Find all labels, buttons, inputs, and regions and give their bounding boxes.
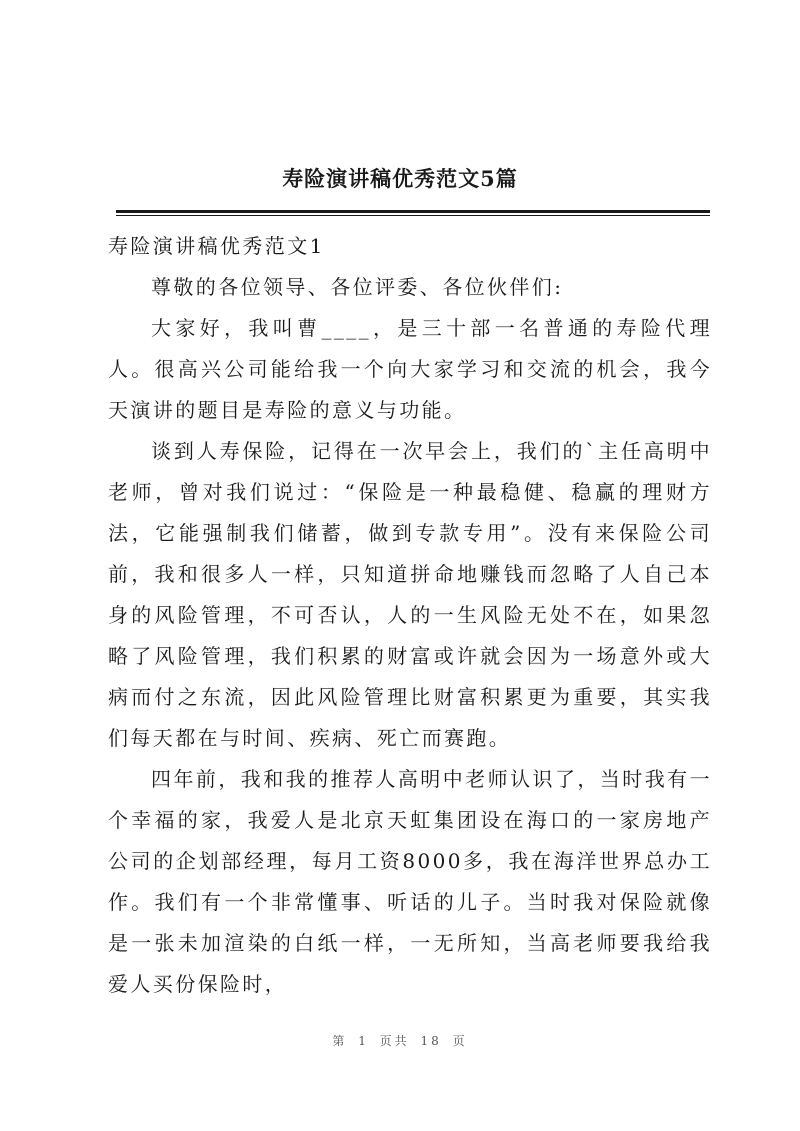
paragraph-insurance-meaning: 谈到人寿保险，记得在一次早会上，我们的`主任高明中老师，曾对我们说过：“保险是一种最稳健、稳赢的理财方法，它能强制我们储蓄，做到专款专用”。没有来保险公司前，我和很多人一样，只知道拼命地赚钱而忽略了人自己本身的风险管理，不可否认，人的一生风险无处不在，如果忽略了风险管理，我们积累的财富或许就会因为一场意外或大病而付之东流，因此风险管理比财富积累更为重要，其实我们每天都在与时间、疾病、死亡而赛跑。 <box>108 439 712 750</box>
paragraph-salutation: 尊敬的各位领导、各位评委、各位伙伴们: <box>151 275 564 299</box>
footer-suffix: 页 <box>452 1034 468 1048</box>
page-footer <box>0 1033 800 1049</box>
title-divider-thick <box>116 210 710 213</box>
document-body <box>108 226 712 1005</box>
footer-middle: 页共 <box>379 1034 410 1048</box>
paragraph-personal-story: 四年前，我和我的推荐人高明中老师认识了，当时我有一个幸福的家，我爱人是北京天虹集团设在海口的一家房地产公司的企划部经理，每月工资8000多，我在海洋世界总办工作。我们有一个非常懂事、听话的儿子。当时我对保险就像是一张未加渲染的白纸一样，一无所知，当高老师要我给我爱人买份保险时， <box>108 767 712 996</box>
title-divider-thin <box>116 215 710 216</box>
section-heading: 寿险演讲稿优秀范文1 <box>108 234 325 258</box>
footer-total-pages: 18 <box>420 1034 442 1048</box>
document-title: 寿险演讲稿优秀范文5篇 <box>282 166 518 191</box>
footer-page-number: 1 <box>358 1034 369 1048</box>
footer-prefix: 第 <box>332 1034 348 1048</box>
paragraph-introduction: 大家好，我叫曹____，是三十部一名普通的寿险代理人。很高兴公司能给我一个向大家学习和交流的机会，我今天演讲的题目是寿险的意义与功能。 <box>108 316 712 422</box>
